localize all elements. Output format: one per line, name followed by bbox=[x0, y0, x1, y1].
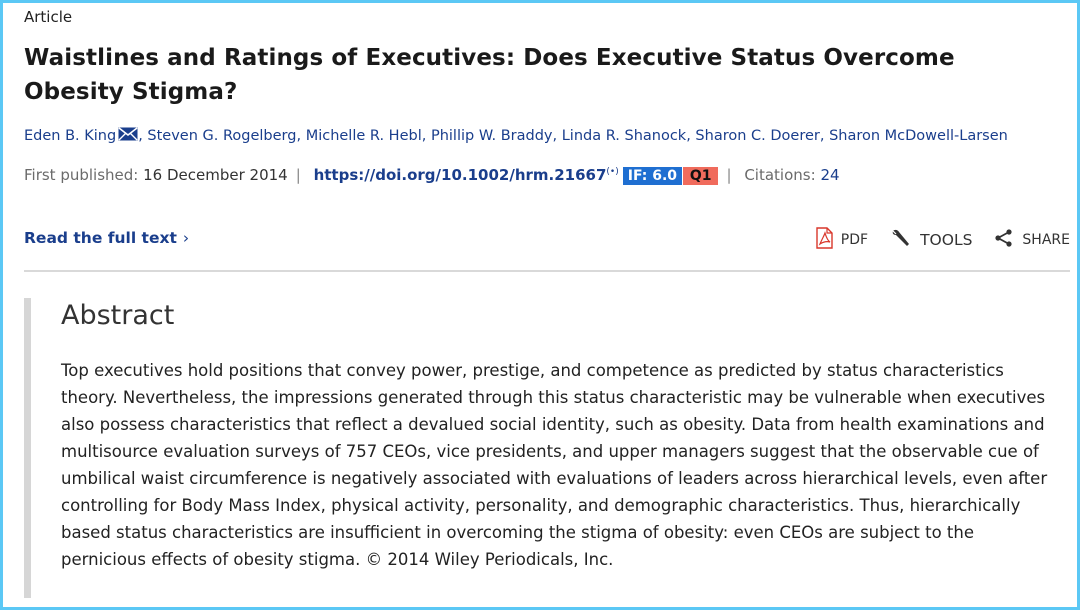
author-link[interactable]: Sharon McDowell-Larsen bbox=[829, 128, 1008, 144]
author-separator: , bbox=[421, 128, 431, 144]
article-title: Waistlines and Ratings of Executives: Does Executive Status Overcome Obesity Stigma? bbox=[24, 45, 955, 105]
tools-button[interactable] bbox=[890, 227, 972, 253]
author-link[interactable]: Sharon C. Doerer bbox=[695, 128, 820, 144]
wrench-icon bbox=[890, 227, 920, 253]
meta-separator: | bbox=[726, 166, 732, 184]
pdf-button[interactable] bbox=[815, 227, 868, 253]
share-label: SHARE bbox=[1022, 232, 1070, 248]
author-link[interactable]: Michelle R. Hebl bbox=[305, 128, 422, 144]
author-separator: , bbox=[686, 128, 696, 144]
abstract-accent-bar bbox=[24, 298, 31, 598]
first-published-label: First published: bbox=[24, 166, 139, 184]
share-icon bbox=[994, 228, 1022, 252]
abstract-body: Top executives hold positions that convey power, prestige, and competence as predicted by status characteristics theory. Nevertheless, the impressions generated through this status characteristic may be vulnerable when executives also possess characteristics that reflect a devalued social identity, such as obesity. Data from health examinations and multisource evaluation surveys of 757 CEOs, vice presidents, and upper managers suggest that the observable cue of umbilical waist circumference is negatively associated with evaluations of leaders across hierarchical levels, even after controlling for Body Mass Index, physical activity, personality, and demographic characteristics. Thus, hierarchically based status characteristics are insufficient in overcoming the stigma of obesity: even CEOs are subject to the pernicious effects of obesity stigma. © 2014 Wiley Periodicals, Inc. bbox=[61, 361, 1048, 569]
read-full-text-label: Read the full text bbox=[24, 229, 177, 247]
author-link[interactable]: Eden B. King bbox=[24, 128, 117, 144]
impact-factor-badge: IF: 6.0 bbox=[623, 167, 682, 185]
chevron-right-icon: › bbox=[182, 229, 190, 247]
author-link[interactable]: Linda R. Shanock bbox=[561, 128, 687, 144]
author-separator: , bbox=[138, 128, 148, 144]
article-tools-bar bbox=[793, 227, 1070, 253]
author-link[interactable]: Phillip W. Braddy bbox=[430, 128, 553, 144]
publication-meta bbox=[24, 166, 840, 185]
first-published-date: 16 December 2014 bbox=[143, 166, 288, 184]
pdf-label: PDF bbox=[840, 232, 869, 248]
header-divider bbox=[24, 270, 1070, 272]
doi-link[interactable]: https://doi.org/10.1002/hrm.21667 bbox=[313, 166, 607, 184]
pdf-icon bbox=[815, 227, 841, 253]
share-button[interactable] bbox=[994, 228, 1070, 252]
author-link[interactable]: Steven G. Rogelberg bbox=[147, 128, 297, 144]
tools-label: TOOLS bbox=[920, 231, 973, 249]
citations-count-link[interactable]: 24 bbox=[820, 166, 840, 184]
meta-separator: | bbox=[295, 166, 301, 184]
envelope-icon[interactable] bbox=[118, 127, 138, 145]
abstract-heading: Abstract bbox=[61, 300, 175, 331]
author-separator: , bbox=[819, 128, 830, 144]
quartile-badge: Q1 bbox=[683, 167, 719, 185]
author-separator: , bbox=[296, 128, 306, 144]
altmetric-icon[interactable]: (•) bbox=[606, 167, 619, 177]
article-type-label: Article bbox=[24, 8, 73, 26]
author-list bbox=[24, 127, 1008, 145]
citations-label: Citations: bbox=[744, 166, 816, 184]
author-separator: , bbox=[552, 128, 562, 144]
read-full-text-link[interactable] bbox=[24, 229, 189, 247]
